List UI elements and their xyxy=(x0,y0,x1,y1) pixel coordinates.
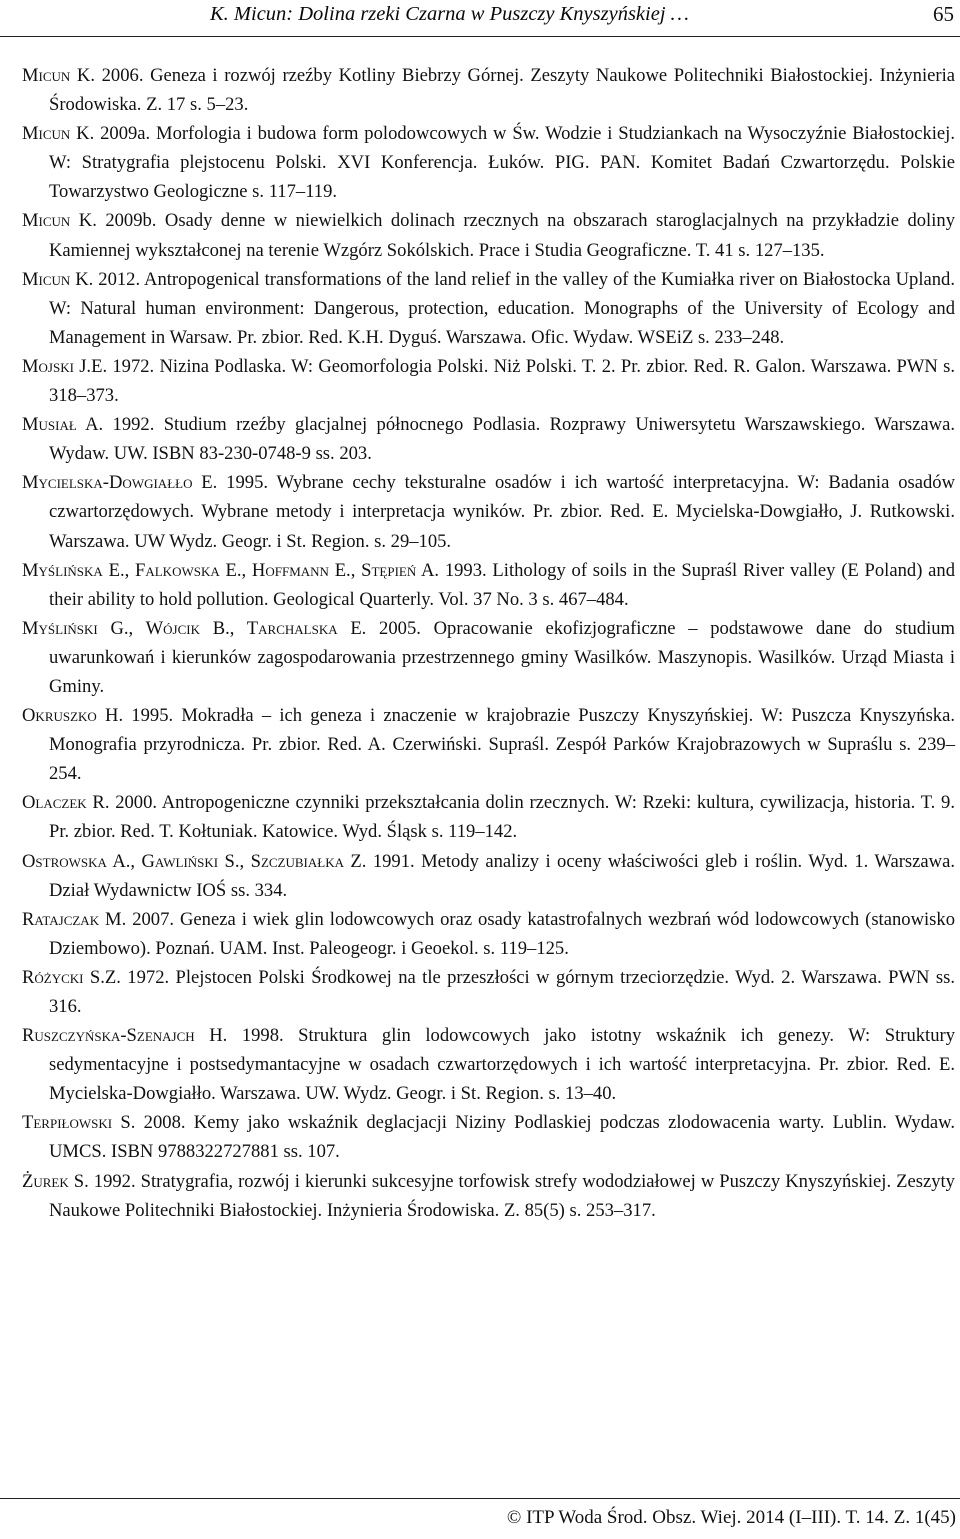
reference-author: Micun K. xyxy=(22,268,94,290)
reference-entry xyxy=(22,701,955,788)
reference-author: Micun K. xyxy=(22,65,96,86)
reference-entry xyxy=(22,905,955,963)
reference-author: Musiał A. xyxy=(22,414,104,436)
reference-text: 2012. Antropogenical transformations of the land relief in the valley of the Kumiałka river on Białostocka Upland. W: Natural human environment: Dangerous, protection, education. Monographs of the University of Ecology and Management in Warsaw. Pr. zbior. Red. K.H. Dyguś. Warszawa. Ofic. Wydaw. WSEiZ s. 233–248. xyxy=(49,268,955,348)
reference-text: 1972. Plejstocen Polski Środkowej na tle przeszłości w górnym trzeciorzędzie. Wyd. 2. Warszawa. PWN ss. 316. xyxy=(49,966,956,1017)
reference-author: Ruszczyńska-Szenajch H. xyxy=(22,1025,228,1047)
running-title: K. Micun: Dolina rzeki Czarna w Puszczy Knyszyńskiej … xyxy=(210,3,689,25)
reference-author: Terpiłowski S. xyxy=(22,1112,136,1134)
reference-entry xyxy=(22,410,955,468)
reference-text: 1992. Stratygrafia, rozwój i kierunki sukcesyjne torfowisk strefy wododziałowej w Puszczy Knyszyńskiej. Zeszyty Naukowe Politechniki Białostockiej. Inżynieria Środowiska. Z. 85(5) s. 253–317. xyxy=(49,1170,955,1221)
running-header xyxy=(0,0,960,37)
reference-author: Myślińska E., Falkowska E., Hoffmann E., Stępień A. xyxy=(22,559,440,581)
reference-entry xyxy=(22,1167,955,1225)
reference-text: 2009a. Morfologia i budowa form polodowcowych w Św. Wodzie i Studziankach na Wysoczyźnie Białostockiej. W: Stratygrafia plejstocenu Polski. XVI Konferencja. Łuków. PIG. PAN. Komitet Badań Czwartorzędu. Polskie Towarzystwo Geologiczne s. 117–119. xyxy=(49,123,955,203)
reference-text: 2007. Geneza i wiek glin lodowcowych oraz osady katastrofalnych wezbrań wód lodowcowych (stanowisko Dziembowo). Poznań. UAM. Inst. Paleogeogr. i Geoekol. s. 119–125. xyxy=(49,908,955,959)
reference-author: Mojski J.E. xyxy=(22,355,108,377)
reference-entry xyxy=(22,352,955,410)
reference-author: Olaczek R. xyxy=(22,792,110,814)
reference-entry xyxy=(22,614,955,701)
reference-text: 1992. Studium rzeźby glacjalnej północnego Podlasia. Rozprawy Uniwersytetu Warszawskiego. Warszawa. Wydaw. UW. ISBN 83-230-0748-9 ss. 203. xyxy=(49,414,955,465)
reference-author: Micun K. xyxy=(22,123,95,145)
reference-entry xyxy=(22,468,955,555)
reference-entry xyxy=(22,847,955,905)
page-footer xyxy=(0,1498,960,1539)
reference-entry xyxy=(22,119,955,206)
reference-entry xyxy=(22,61,955,119)
reference-text: 1993. Lithology of soils in the Supraśl River valley (E Poland) and their ability to hold pollution. Geological Quarterly. Vol. 37 No. 3 s. 467–484. xyxy=(49,559,955,610)
reference-entry xyxy=(22,788,955,846)
page-number: 65 xyxy=(933,2,954,26)
reference-entry xyxy=(22,556,955,614)
reference-text: 2008. Kemy jako wskaźnik deglacjacji Niziny Podlaskiej podczas zlodowacenia warty. Lublin. Wydaw. UMCS. ISBN 9788322727881 ss. 107. xyxy=(49,1112,955,1163)
reference-text: 1991. Metody analizy i oceny właściwości gleb i roślin. Wyd. 1. Warszawa. Dział Wydawnictw IOŚ ss. 334. xyxy=(49,850,955,901)
reference-text: 2005. Opracowanie ekofizjograficzne – podstawowe dane do studium uwarunkowań i kierunków zagospodarowania przestrzennego gminy Wasilków. Maszynopis. Wasilków. Urząd Miasta i Gminy. xyxy=(49,617,955,697)
reference-entry xyxy=(22,206,955,264)
reference-text: 1995. Wybrane cechy teksturalne osadów i ich wartość interpretacyjna. W: Badania osadów czwartorzędowych. Wybrane metody i interpretacja wyników. Pr. zbior. Red. E. Mycielska-Dowgiałło, J. Rutkowski. Warszawa. UW Wydz. Geogr. i St. Region. s. 29–105. xyxy=(49,472,955,552)
reference-author: Micun K. xyxy=(22,210,97,232)
reference-entry xyxy=(22,265,955,352)
reference-text: 1972. Nizina Podlaska. W: Geomorfologia Polski. Niż Polski. T. 2. Pr. zbior. Red. R. Galon. Warszawa. PWN s. 318–373. xyxy=(49,355,955,407)
reference-author: Ratajczak M. xyxy=(22,908,127,930)
reference-author: Ostrowska A., Gawliński S., Szczubiałka Z. xyxy=(22,850,367,872)
reference-text: 1998. Struktura glin lodowcowych jako istotny wskaźnik ich genezy. W: Struktury sedymentacyjne i postsedymantacyjne w osadach czwartorzędowych i ich wartość interpretacyjna. Pr. zbior. Red. E. Mycielska-Dowgiałło. Warszawa. UW. Wydz. Geogr. i St. Region. s. 13–40. xyxy=(49,1025,955,1105)
reference-list xyxy=(22,61,955,1225)
reference-text: 2009b. Osady denne w niewielkich dolinach rzecznych na obszarach staroglacjalnych na przykładzie doliny Kamiennej wykształconej na terenie Wzgórz Sokólskich. Prace i Studia Geograficzne. T. 41 s. 127–135. xyxy=(49,210,955,261)
reference-text: 1995. Mokradła – ich geneza i znaczenie w krajobrazie Puszczy Knyszyńskiej. W: Puszcza Knyszyńska. Monografia przyrodnicza. Pr. zbior. Red. A. Czerwiński. Supraśl. Zespół Parków Krajobrazowych w Supraślu s. 239–254. xyxy=(49,705,955,785)
reference-entry xyxy=(22,963,955,1021)
reference-author: Okruszko H. xyxy=(22,705,124,727)
reference-author: Różycki S.Z. xyxy=(22,966,121,988)
reference-entry xyxy=(22,1108,955,1166)
reference-text: 2000. Antropogeniczne czynniki przekształcania dolin rzecznych. W: Rzeki: kultura, cywilizacja, historia. T. 9. Pr. zbior. Red. T. Kołtuniak. Katowice. Wyd. Śląsk s. 119–142. xyxy=(49,792,955,843)
reference-author: Żurek S. xyxy=(22,1170,89,1192)
reference-author: Myśliński G., Wójcik B., Tarchalska E. xyxy=(22,617,367,639)
reference-entry xyxy=(22,1021,955,1108)
reference-author: Mycielska-Dowgiałło E. xyxy=(22,472,218,494)
footer-copyright: © ITP Woda Środ. Obsz. Wiej. 2014 (I–III). T. 14. Z. 1(45) xyxy=(506,1507,956,1528)
reference-text: 2006. Geneza i rozwój rzeźby Kotliny Biebrzy Górnej. Zeszyty Naukowe Politechniki Białostockiej. Inżynieria Środowiska. Z. 17 s. 5–23. xyxy=(49,65,955,116)
